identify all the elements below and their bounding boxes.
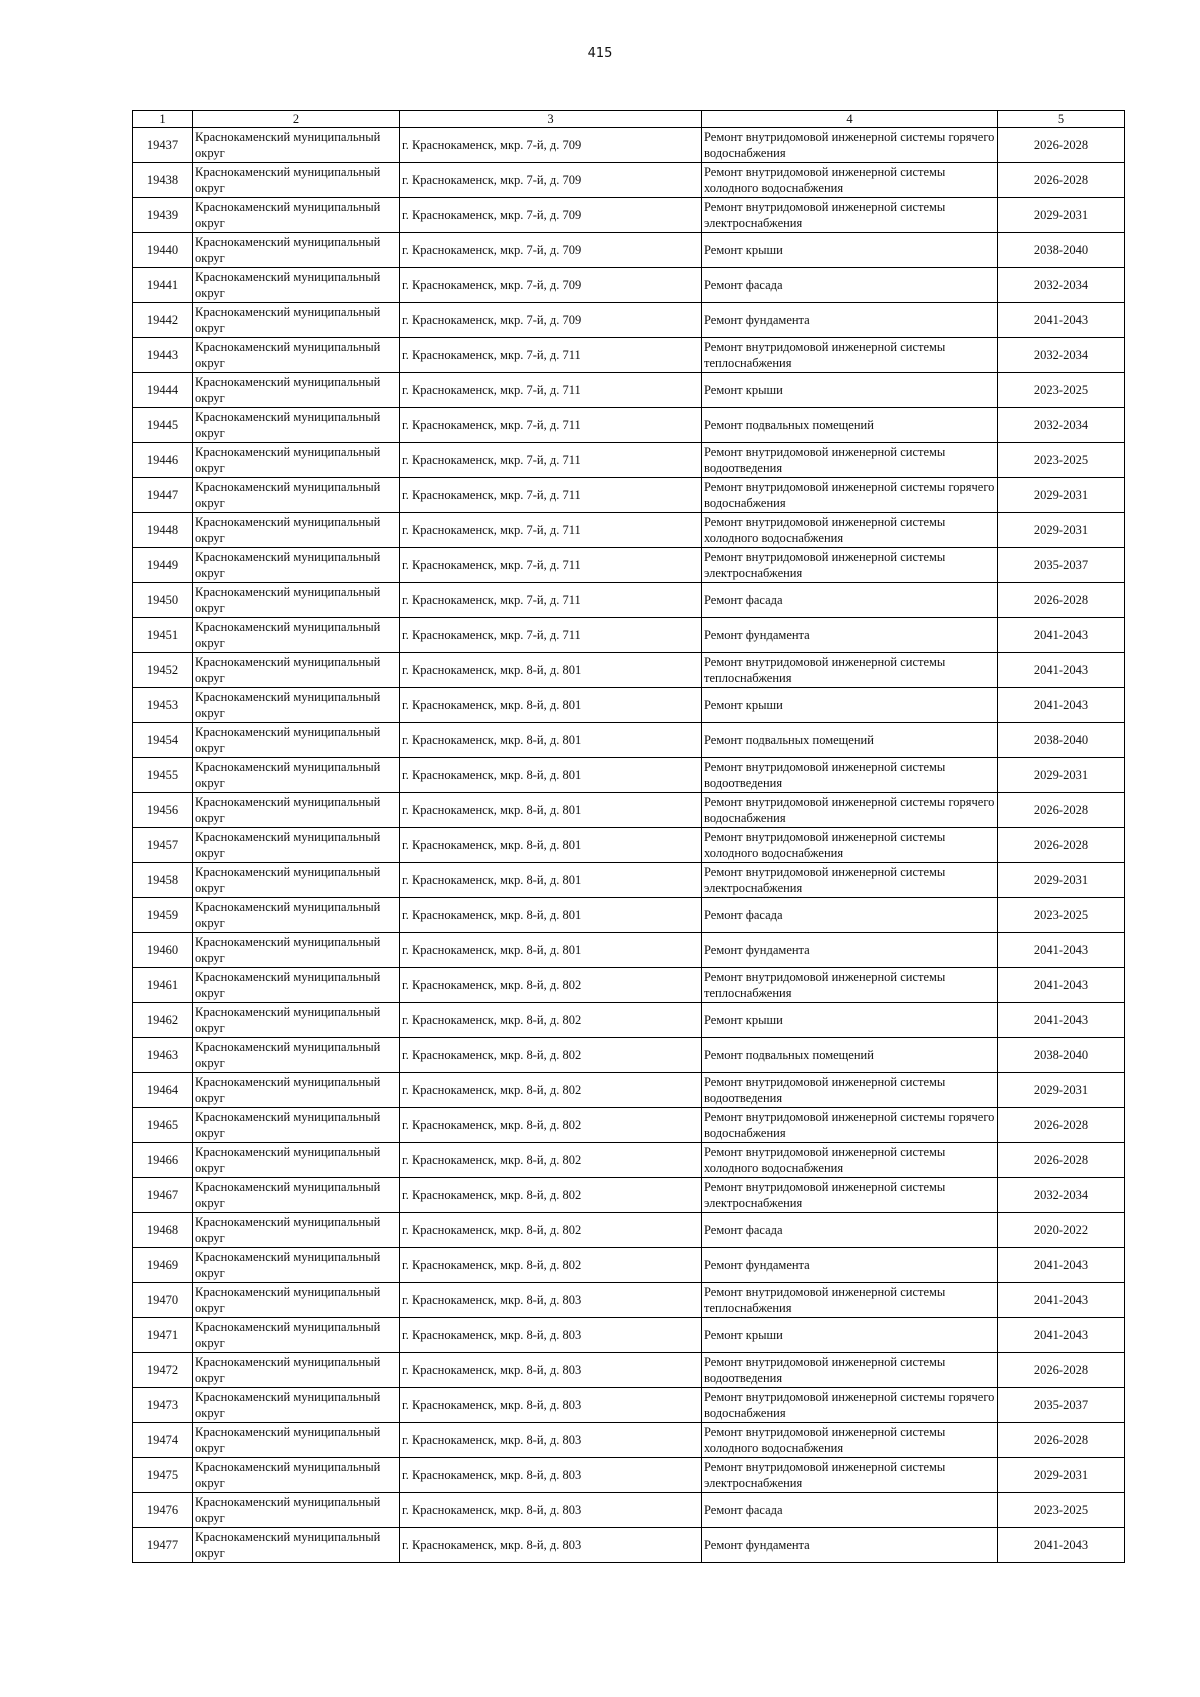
address-cell: г. Краснокаменск, мкр. 8-й, д. 802 (400, 1108, 702, 1143)
address-cell: г. Краснокаменск, мкр. 8-й, д. 801 (400, 723, 702, 758)
work-type-cell: Ремонт внутридомовой инженерной системы электроснабжения (702, 863, 998, 898)
row-number: 19451 (133, 618, 193, 653)
table-row (133, 863, 1125, 898)
period-cell: 2029-2031 (998, 198, 1125, 233)
district-cell: Краснокаменский муниципальный округ (193, 688, 400, 723)
address-cell: г. Краснокаменск, мкр. 7-й, д. 711 (400, 513, 702, 548)
table-row (133, 828, 1125, 863)
address-cell: г. Краснокаменск, мкр. 8-й, д. 803 (400, 1493, 702, 1528)
district-cell: Краснокаменский муниципальный округ (193, 758, 400, 793)
work-type-cell: Ремонт внутридомовой инженерной системы водоотведения (702, 443, 998, 478)
row-number: 19450 (133, 583, 193, 618)
address-cell: г. Краснокаменск, мкр. 8-й, д. 802 (400, 1038, 702, 1073)
table-row (133, 1108, 1125, 1143)
address-cell: г. Краснокаменск, мкр. 8-й, д. 802 (400, 1248, 702, 1283)
work-type-cell: Ремонт фасада (702, 268, 998, 303)
row-number: 19471 (133, 1318, 193, 1353)
district-cell: Краснокаменский муниципальный округ (193, 1353, 400, 1388)
address-cell: г. Краснокаменск, мкр. 8-й, д. 803 (400, 1388, 702, 1423)
address-cell: г. Краснокаменск, мкр. 8-й, д. 801 (400, 688, 702, 723)
period-cell: 2026-2028 (998, 583, 1125, 618)
work-type-cell: Ремонт фундамента (702, 303, 998, 338)
address-cell: г. Краснокаменск, мкр. 8-й, д. 803 (400, 1458, 702, 1493)
period-cell: 2041-2043 (998, 653, 1125, 688)
address-cell: г. Краснокаменск, мкр. 8-й, д. 801 (400, 933, 702, 968)
row-number: 19477 (133, 1528, 193, 1563)
column-header-1: 1 (133, 111, 193, 128)
row-number: 19440 (133, 233, 193, 268)
district-cell: Краснокаменский муниципальный округ (193, 583, 400, 618)
row-number: 19461 (133, 968, 193, 1003)
work-type-cell: Ремонт внутридомовой инженерной системы электроснабжения (702, 548, 998, 583)
address-cell: г. Краснокаменск, мкр. 8-й, д. 801 (400, 758, 702, 793)
work-type-cell: Ремонт крыши (702, 233, 998, 268)
district-cell: Краснокаменский муниципальный округ (193, 1248, 400, 1283)
district-cell: Краснокаменский муниципальный округ (193, 1388, 400, 1423)
period-cell: 2041-2043 (998, 688, 1125, 723)
table-row (133, 1248, 1125, 1283)
table-row (133, 443, 1125, 478)
district-cell: Краснокаменский муниципальный округ (193, 268, 400, 303)
address-cell: г. Краснокаменск, мкр. 8-й, д. 801 (400, 653, 702, 688)
row-number: 19454 (133, 723, 193, 758)
table-row (133, 1353, 1125, 1388)
period-cell: 2026-2028 (998, 828, 1125, 863)
row-number: 19455 (133, 758, 193, 793)
period-cell: 2035-2037 (998, 1388, 1125, 1423)
row-number: 19460 (133, 933, 193, 968)
address-cell: г. Краснокаменск, мкр. 7-й, д. 711 (400, 338, 702, 373)
table-body (133, 128, 1125, 1563)
period-cell: 2041-2043 (998, 1318, 1125, 1353)
row-number: 19476 (133, 1493, 193, 1528)
row-number: 19458 (133, 863, 193, 898)
address-cell: г. Краснокаменск, мкр. 8-й, д. 803 (400, 1353, 702, 1388)
table-row (133, 198, 1125, 233)
district-cell: Краснокаменский муниципальный округ (193, 1108, 400, 1143)
district-cell: Краснокаменский муниципальный округ (193, 828, 400, 863)
address-cell: г. Краснокаменск, мкр. 8-й, д. 801 (400, 793, 702, 828)
table-row (133, 583, 1125, 618)
table-row (133, 618, 1125, 653)
period-cell: 2023-2025 (998, 443, 1125, 478)
period-cell: 2020-2022 (998, 1213, 1125, 1248)
period-cell: 2041-2043 (998, 1283, 1125, 1318)
district-cell: Краснокаменский муниципальный округ (193, 408, 400, 443)
row-number: 19472 (133, 1353, 193, 1388)
address-cell: г. Краснокаменск, мкр. 7-й, д. 711 (400, 478, 702, 513)
address-cell: г. Краснокаменск, мкр. 8-й, д. 803 (400, 1423, 702, 1458)
row-number: 19467 (133, 1178, 193, 1213)
period-cell: 2035-2037 (998, 548, 1125, 583)
period-cell: 2041-2043 (998, 933, 1125, 968)
work-type-cell: Ремонт внутридомовой инженерной системы водоотведения (702, 758, 998, 793)
row-number: 19448 (133, 513, 193, 548)
table-row (133, 1073, 1125, 1108)
district-cell: Краснокаменский муниципальный округ (193, 863, 400, 898)
table-row (133, 303, 1125, 338)
period-cell: 2026-2028 (998, 163, 1125, 198)
work-type-cell: Ремонт фундамента (702, 618, 998, 653)
table-row (133, 1423, 1125, 1458)
district-cell: Краснокаменский муниципальный округ (193, 1458, 400, 1493)
district-cell: Краснокаменский муниципальный округ (193, 233, 400, 268)
work-type-cell: Ремонт фундамента (702, 1248, 998, 1283)
work-type-cell: Ремонт крыши (702, 688, 998, 723)
work-type-cell: Ремонт внутридомовой инженерной системы водоотведения (702, 1073, 998, 1108)
work-type-cell: Ремонт внутридомовой инженерной системы электроснабжения (702, 1178, 998, 1213)
row-number: 19466 (133, 1143, 193, 1178)
period-cell: 2026-2028 (998, 1143, 1125, 1178)
table-row (133, 653, 1125, 688)
table-row (133, 1213, 1125, 1248)
period-cell: 2029-2031 (998, 863, 1125, 898)
row-number: 19447 (133, 478, 193, 513)
address-cell: г. Краснокаменск, мкр. 8-й, д. 803 (400, 1283, 702, 1318)
work-type-cell: Ремонт внутридомовой инженерной системы электроснабжения (702, 1458, 998, 1493)
district-cell: Краснокаменский муниципальный округ (193, 723, 400, 758)
column-header-3: 3 (400, 111, 702, 128)
district-cell: Краснокаменский муниципальный округ (193, 373, 400, 408)
district-cell: Краснокаменский муниципальный округ (193, 1213, 400, 1248)
work-type-cell: Ремонт фасада (702, 1493, 998, 1528)
period-cell: 2038-2040 (998, 723, 1125, 758)
row-number: 19437 (133, 128, 193, 163)
table-row (133, 128, 1125, 163)
table-row (133, 478, 1125, 513)
district-cell: Краснокаменский муниципальный округ (193, 303, 400, 338)
work-type-cell: Ремонт крыши (702, 1318, 998, 1353)
row-number: 19468 (133, 1213, 193, 1248)
address-cell: г. Краснокаменск, мкр. 7-й, д. 709 (400, 268, 702, 303)
table-row (133, 1283, 1125, 1318)
table-row (133, 513, 1125, 548)
table-row (133, 1493, 1125, 1528)
work-type-cell: Ремонт внутридомовой инженерной системы горячего водоснабжения (702, 1108, 998, 1143)
district-cell: Краснокаменский муниципальный округ (193, 1003, 400, 1038)
period-cell: 2041-2043 (998, 618, 1125, 653)
row-number: 19453 (133, 688, 193, 723)
row-number: 19463 (133, 1038, 193, 1073)
work-type-cell: Ремонт подвальных помещений (702, 1038, 998, 1073)
table-row (133, 1318, 1125, 1353)
work-type-cell: Ремонт внутридомовой инженерной системы холодного водоснабжения (702, 1143, 998, 1178)
row-number: 19473 (133, 1388, 193, 1423)
period-cell: 2032-2034 (998, 338, 1125, 373)
table-row (133, 1458, 1125, 1493)
table-row (133, 408, 1125, 443)
address-cell: г. Краснокаменск, мкр. 7-й, д. 709 (400, 303, 702, 338)
district-cell: Краснокаменский муниципальный округ (193, 548, 400, 583)
work-type-cell: Ремонт внутридомовой инженерной системы холодного водоснабжения (702, 513, 998, 548)
period-cell: 2038-2040 (998, 233, 1125, 268)
district-cell: Краснокаменский муниципальный округ (193, 1318, 400, 1353)
row-number: 19462 (133, 1003, 193, 1038)
work-type-cell: Ремонт внутридомовой инженерной системы горячего водоснабжения (702, 1388, 998, 1423)
address-cell: г. Краснокаменск, мкр. 7-й, д. 711 (400, 548, 702, 583)
address-cell: г. Краснокаменск, мкр. 8-й, д. 802 (400, 968, 702, 1003)
district-cell: Краснокаменский муниципальный округ (193, 338, 400, 373)
table-row (133, 163, 1125, 198)
work-type-cell: Ремонт фундамента (702, 1528, 998, 1563)
address-cell: г. Краснокаменск, мкр. 8-й, д. 801 (400, 863, 702, 898)
page-number: 415 (587, 46, 613, 61)
period-cell: 2026-2028 (998, 128, 1125, 163)
address-cell: г. Краснокаменск, мкр. 7-й, д. 711 (400, 408, 702, 443)
district-cell: Краснокаменский муниципальный округ (193, 1073, 400, 1108)
period-cell: 2038-2040 (998, 1038, 1125, 1073)
row-number: 19465 (133, 1108, 193, 1143)
address-cell: г. Краснокаменск, мкр. 7-й, д. 711 (400, 443, 702, 478)
address-cell: г. Краснокаменск, мкр. 8-й, д. 801 (400, 828, 702, 863)
work-type-cell: Ремонт фасада (702, 583, 998, 618)
address-cell: г. Краснокаменск, мкр. 8-й, д. 803 (400, 1318, 702, 1353)
row-number: 19446 (133, 443, 193, 478)
address-cell: г. Краснокаменск, мкр. 8-й, д. 802 (400, 1003, 702, 1038)
table-row (133, 268, 1125, 303)
district-cell: Краснокаменский муниципальный округ (193, 198, 400, 233)
row-number: 19459 (133, 898, 193, 933)
work-type-cell: Ремонт фасада (702, 898, 998, 933)
table-row (133, 933, 1125, 968)
period-cell: 2026-2028 (998, 793, 1125, 828)
work-type-cell: Ремонт внутридомовой инженерной системы водоотведения (702, 1353, 998, 1388)
table-row (133, 758, 1125, 793)
table-row (133, 338, 1125, 373)
row-number: 19469 (133, 1248, 193, 1283)
column-header-2: 2 (193, 111, 400, 128)
period-cell: 2029-2031 (998, 513, 1125, 548)
address-cell: г. Краснокаменск, мкр. 8-й, д. 802 (400, 1213, 702, 1248)
period-cell: 2023-2025 (998, 373, 1125, 408)
district-cell: Краснокаменский муниципальный округ (193, 933, 400, 968)
address-cell: г. Краснокаменск, мкр. 8-й, д. 802 (400, 1143, 702, 1178)
period-cell: 2026-2028 (998, 1423, 1125, 1458)
row-number: 19474 (133, 1423, 193, 1458)
table-row (133, 1178, 1125, 1213)
row-number: 19445 (133, 408, 193, 443)
district-cell: Краснокаменский муниципальный округ (193, 653, 400, 688)
period-cell: 2026-2028 (998, 1353, 1125, 1388)
row-number: 19475 (133, 1458, 193, 1493)
period-cell: 2029-2031 (998, 1458, 1125, 1493)
work-type-cell: Ремонт фундамента (702, 933, 998, 968)
table-row (133, 1143, 1125, 1178)
work-type-cell: Ремонт внутридомовой инженерной системы горячего водоснабжения (702, 478, 998, 513)
district-cell: Краснокаменский муниципальный округ (193, 513, 400, 548)
district-cell: Краснокаменский муниципальный округ (193, 128, 400, 163)
table-row (133, 1388, 1125, 1423)
district-cell: Краснокаменский муниципальный округ (193, 478, 400, 513)
district-cell: Краснокаменский муниципальный округ (193, 1493, 400, 1528)
row-number: 19441 (133, 268, 193, 303)
table-row (133, 968, 1125, 1003)
district-cell: Краснокаменский муниципальный округ (193, 1143, 400, 1178)
work-type-cell: Ремонт внутридомовой инженерной системы электроснабжения (702, 198, 998, 233)
address-cell: г. Краснокаменск, мкр. 7-й, д. 711 (400, 583, 702, 618)
column-header-4: 4 (702, 111, 998, 128)
district-cell: Краснокаменский муниципальный округ (193, 618, 400, 653)
work-type-cell: Ремонт внутридомовой инженерной системы теплоснабжения (702, 653, 998, 688)
row-number: 19470 (133, 1283, 193, 1318)
address-cell: г. Краснокаменск, мкр. 8-й, д. 803 (400, 1528, 702, 1563)
district-cell: Краснокаменский муниципальный округ (193, 1283, 400, 1318)
address-cell: г. Краснокаменск, мкр. 8-й, д. 802 (400, 1178, 702, 1213)
work-type-cell: Ремонт внутридомовой инженерной системы холодного водоснабжения (702, 1423, 998, 1458)
district-cell: Краснокаменский муниципальный округ (193, 1038, 400, 1073)
district-cell: Краснокаменский муниципальный округ (193, 163, 400, 198)
period-cell: 2026-2028 (998, 1108, 1125, 1143)
period-cell: 2041-2043 (998, 968, 1125, 1003)
work-type-cell: Ремонт крыши (702, 373, 998, 408)
row-number: 19464 (133, 1073, 193, 1108)
address-cell: г. Краснокаменск, мкр. 7-й, д. 709 (400, 233, 702, 268)
period-cell: 2023-2025 (998, 898, 1125, 933)
district-cell: Краснокаменский муниципальный округ (193, 898, 400, 933)
work-type-cell: Ремонт внутридомовой инженерной системы теплоснабжения (702, 968, 998, 1003)
district-cell: Краснокаменский муниципальный округ (193, 443, 400, 478)
address-cell: г. Краснокаменск, мкр. 7-й, д. 711 (400, 618, 702, 653)
period-cell: 2029-2031 (998, 478, 1125, 513)
table-row (133, 898, 1125, 933)
table-row (133, 1528, 1125, 1563)
period-cell: 2029-2031 (998, 1073, 1125, 1108)
row-number: 19456 (133, 793, 193, 828)
work-type-cell: Ремонт внутридомовой инженерной системы холодного водоснабжения (702, 163, 998, 198)
period-cell: 2032-2034 (998, 268, 1125, 303)
table-row (133, 688, 1125, 723)
row-number: 19443 (133, 338, 193, 373)
period-cell: 2023-2025 (998, 1493, 1125, 1528)
period-cell: 2041-2043 (998, 1528, 1125, 1563)
address-cell: г. Краснокаменск, мкр. 7-й, д. 709 (400, 128, 702, 163)
table-row (133, 793, 1125, 828)
address-cell: г. Краснокаменск, мкр. 8-й, д. 802 (400, 1073, 702, 1108)
district-cell: Краснокаменский муниципальный округ (193, 793, 400, 828)
work-type-cell: Ремонт внутридомовой инженерной системы горячего водоснабжения (702, 128, 998, 163)
column-header-5: 5 (998, 111, 1125, 128)
work-type-cell: Ремонт подвальных помещений (702, 723, 998, 758)
work-type-cell: Ремонт внутридомовой инженерной системы теплоснабжения (702, 338, 998, 373)
period-cell: 2041-2043 (998, 1003, 1125, 1038)
district-cell: Краснокаменский муниципальный округ (193, 1178, 400, 1213)
row-number: 19449 (133, 548, 193, 583)
district-cell: Краснокаменский муниципальный округ (193, 1528, 400, 1563)
repair-schedule-table (132, 110, 1125, 1563)
work-type-cell: Ремонт крыши (702, 1003, 998, 1038)
table-row (133, 723, 1125, 758)
row-number: 19439 (133, 198, 193, 233)
period-cell: 2032-2034 (998, 408, 1125, 443)
table-row (133, 1038, 1125, 1073)
address-cell: г. Краснокаменск, мкр. 7-й, д. 711 (400, 373, 702, 408)
district-cell: Краснокаменский муниципальный округ (193, 968, 400, 1003)
row-number: 19438 (133, 163, 193, 198)
table-row (133, 1003, 1125, 1038)
table-row (133, 548, 1125, 583)
address-cell: г. Краснокаменск, мкр. 7-й, д. 709 (400, 163, 702, 198)
row-number: 19457 (133, 828, 193, 863)
work-type-cell: Ремонт подвальных помещений (702, 408, 998, 443)
work-type-cell: Ремонт внутридомовой инженерной системы холодного водоснабжения (702, 828, 998, 863)
work-type-cell: Ремонт фасада (702, 1213, 998, 1248)
work-type-cell: Ремонт внутридомовой инженерной системы горячего водоснабжения (702, 793, 998, 828)
table-row (133, 233, 1125, 268)
address-cell: г. Краснокаменск, мкр. 8-й, д. 801 (400, 898, 702, 933)
district-cell: Краснокаменский муниципальный округ (193, 1423, 400, 1458)
table-row (133, 373, 1125, 408)
period-cell: 2041-2043 (998, 1248, 1125, 1283)
address-cell: г. Краснокаменск, мкр. 7-й, д. 709 (400, 198, 702, 233)
period-cell: 2032-2034 (998, 1178, 1125, 1213)
work-type-cell: Ремонт внутридомовой инженерной системы теплоснабжения (702, 1283, 998, 1318)
period-cell: 2041-2043 (998, 303, 1125, 338)
column-number-row (133, 111, 1125, 128)
period-cell: 2029-2031 (998, 758, 1125, 793)
row-number: 19444 (133, 373, 193, 408)
row-number: 19442 (133, 303, 193, 338)
row-number: 19452 (133, 653, 193, 688)
